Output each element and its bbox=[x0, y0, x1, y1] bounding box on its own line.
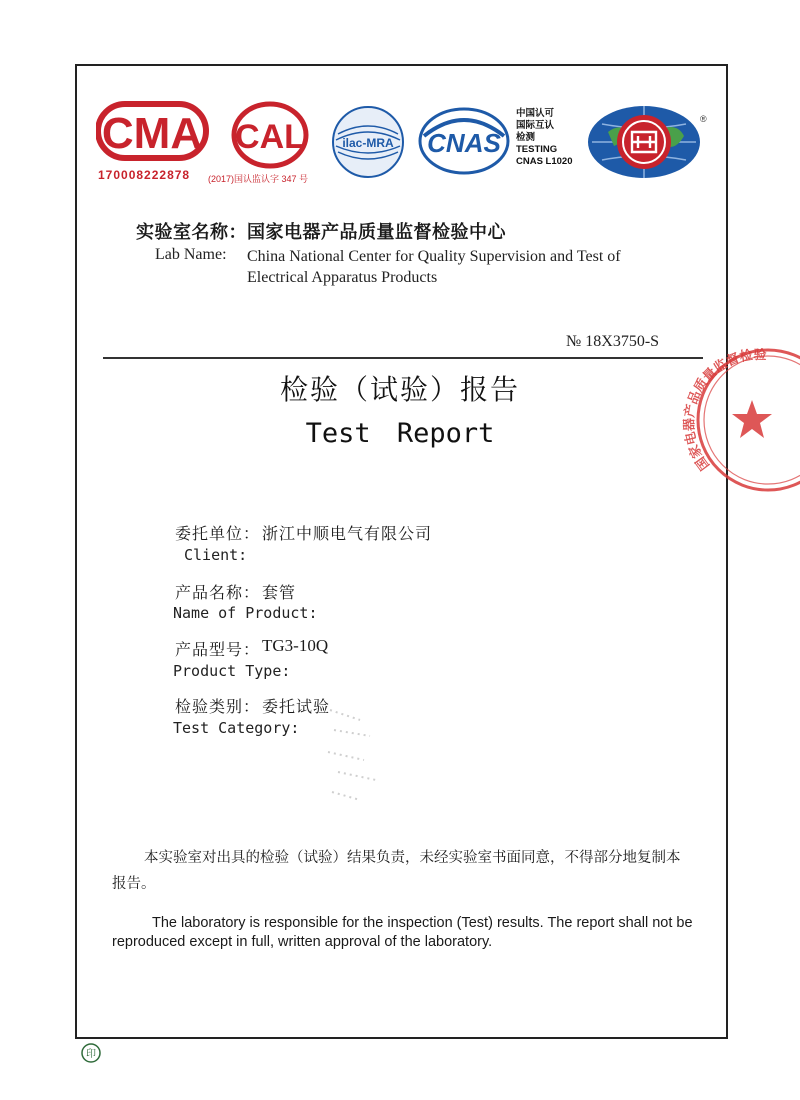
ilac-logo-text: ilac-MRA bbox=[342, 136, 394, 150]
cma-cert-number: (2017)国认监认字 347 号 bbox=[208, 174, 309, 184]
registered-mark: ® bbox=[700, 114, 707, 124]
cnas-info-line: 检测 bbox=[516, 132, 536, 143]
scan-smudge bbox=[320, 700, 390, 814]
test-category-label-cn: 检验类别： bbox=[175, 697, 261, 716]
certification-logos bbox=[96, 100, 726, 190]
product-name-label-cn: 产品名称： bbox=[175, 583, 261, 602]
print-mark-icon bbox=[80, 1042, 102, 1068]
cnas-logo-text: CNAS bbox=[427, 128, 501, 158]
cnas-info-line: CNAS L1020 bbox=[516, 156, 573, 167]
disclaimer-english: The laboratory is responsible for the inspection (Test) results. The report shall not be reproduced except in full, written approval of the laboratory. bbox=[112, 915, 693, 950]
client-label-cn: 委托单位： bbox=[175, 524, 261, 543]
cma-logo bbox=[96, 100, 216, 182]
disclaimer-chinese: 本实验室对出具的检验（试验）结果负责，未经实验室书面同意，不得部分地复制本报告。 bbox=[112, 850, 681, 892]
report-title-chinese: 检验（试验）报告 bbox=[279, 373, 520, 406]
cma-code: 170008222878 bbox=[98, 168, 191, 182]
product-type-label-en: Product Type: bbox=[173, 662, 291, 680]
seal-text-path: 国家电器产品质量监督检验 bbox=[682, 348, 767, 473]
cnas-info-line: 中国认可 bbox=[516, 108, 555, 119]
product-type-label-cn: 产品型号： bbox=[175, 640, 261, 659]
cal-logo bbox=[230, 100, 310, 174]
client-label-en: Client: bbox=[184, 546, 248, 564]
cqc-globe-logo bbox=[586, 102, 702, 186]
product-name-value: 套管 bbox=[262, 583, 297, 602]
cnas-logo bbox=[418, 106, 510, 180]
cnas-accreditation-info bbox=[516, 108, 573, 168]
report-number: № 18X3750-S bbox=[566, 333, 660, 350]
client-value: 浙江中顺电气有限公司 bbox=[262, 524, 433, 543]
lab-name-label: Lab Name: bbox=[155, 246, 227, 263]
product-name-label-en: Name of Product: bbox=[173, 604, 318, 622]
lab-name-english: China National Center for Quality Supervision and Test of Electrical Apparatus Products bbox=[247, 248, 621, 286]
report-title-english: Test Report bbox=[305, 418, 495, 449]
cnas-info-line: TESTING bbox=[516, 144, 558, 155]
ilac-mra-logo bbox=[330, 104, 406, 184]
cnas-info-line: 国际互认 bbox=[516, 120, 555, 131]
lab-name-chinese: 实验室名称：国家电器产品质量监督检验中心 bbox=[136, 222, 506, 243]
cma-logo-text: CMA bbox=[101, 109, 203, 158]
cal-logo-text: CAL bbox=[235, 118, 305, 156]
header-divider bbox=[103, 357, 703, 359]
print-mark-text: 印 bbox=[86, 1049, 96, 1060]
test-category-label-en: Test Category: bbox=[173, 719, 300, 737]
product-type-value: TG3-10Q bbox=[262, 636, 329, 655]
test-category-value: 委托试验 bbox=[262, 697, 331, 716]
